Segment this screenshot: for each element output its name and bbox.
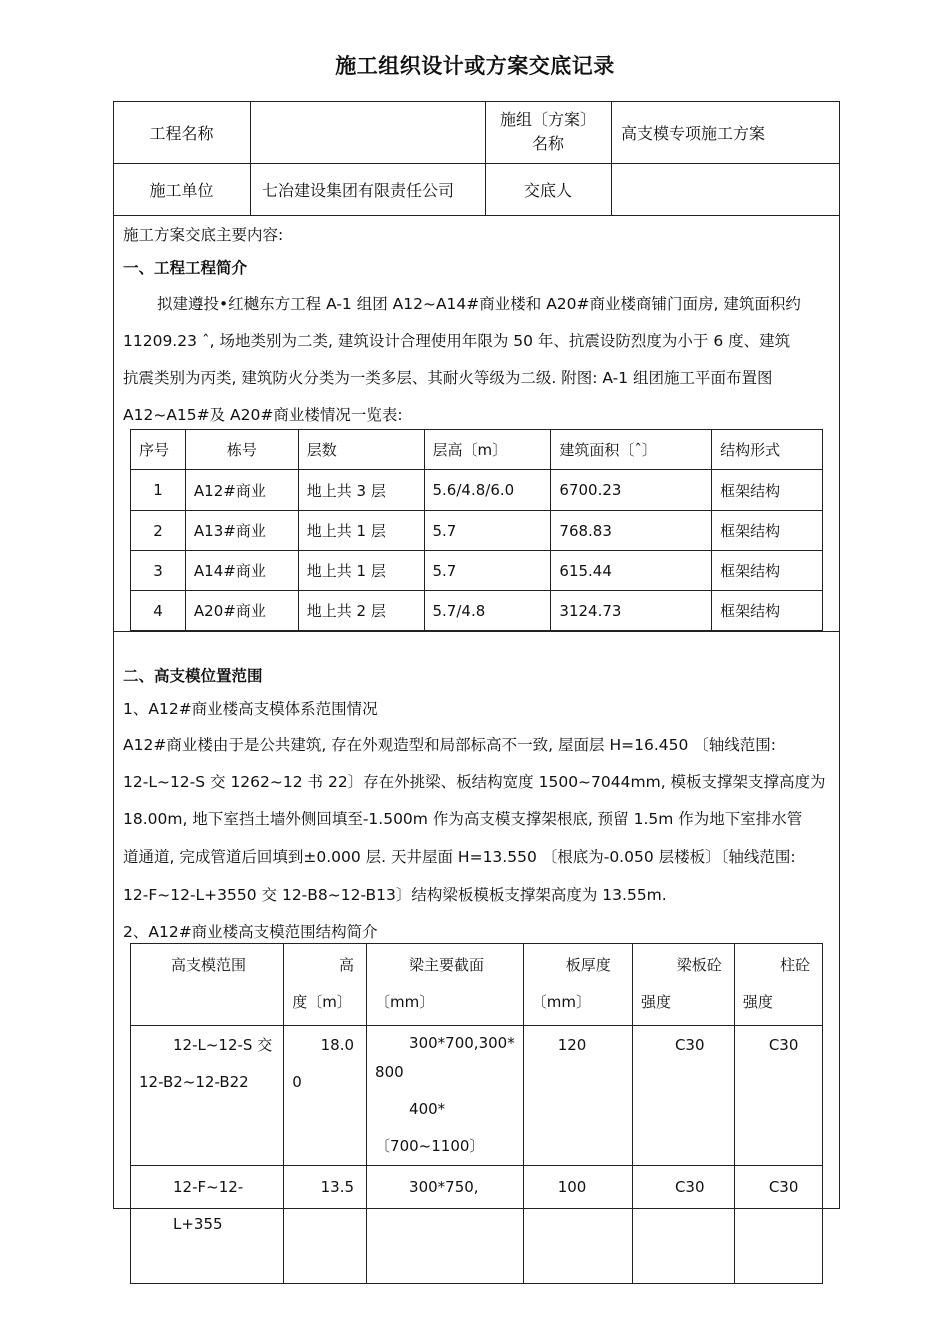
header-text: 柱砼 bbox=[779, 956, 810, 974]
content-intro: 施工方案交底主要内容: bbox=[123, 226, 284, 244]
section1-line-3: 抗震类别为丙类, 建筑防火分类为一类多层、其耐火等级为二级. 附图: A-1 组团施工平面布置图 bbox=[123, 369, 773, 387]
table-row bbox=[131, 1166, 823, 1284]
subsection1-title: 1、A12#商业楼高支模体系范围情况 bbox=[123, 700, 378, 718]
table-header-cell bbox=[523, 944, 632, 1026]
section2-line-2: 12-L~12-S 交 1262~12 书 22〕存在外挑梁、板结构宽度 1500~7044mm, 模板支撑架支撑高度为 bbox=[123, 773, 826, 791]
table-row bbox=[131, 591, 823, 631]
cell-text: 0 bbox=[292, 1073, 302, 1091]
cell-text: 12-L~12-S 交 bbox=[173, 1036, 273, 1054]
table-cell bbox=[367, 1166, 524, 1284]
table-cell: 框架结构 bbox=[712, 511, 823, 551]
cell-text: 800 bbox=[375, 1063, 404, 1081]
plan-name-value: 高支模专项施工方案 bbox=[621, 123, 766, 143]
header-text: 度〔m〕 bbox=[292, 993, 352, 1011]
table-cell: 框架结构 bbox=[712, 551, 823, 591]
table-cell: 100 bbox=[523, 1166, 632, 1284]
contractor-label: 施工单位 bbox=[149, 180, 214, 200]
table-header-cell: 层数 bbox=[298, 430, 424, 470]
table-cell: 5.7 bbox=[424, 511, 551, 551]
plan-name-label-line1: 施组〔方案〕 bbox=[499, 110, 596, 129]
header-text: 〔mm〕 bbox=[375, 993, 435, 1011]
header-text: 强度 bbox=[742, 993, 773, 1011]
cell-text: 400* bbox=[409, 1100, 446, 1118]
table-cell: 6700.23 bbox=[551, 470, 712, 511]
table-cell: A14#商业 bbox=[185, 551, 298, 591]
table-cell: C30 bbox=[632, 1166, 734, 1284]
building-summary-table bbox=[130, 429, 823, 631]
table-cell: C30 bbox=[734, 1026, 822, 1166]
section1-line-1: 拟建遵投•红樾东方工程 A-1 组团 A12~A14#商业楼和 A20#商业楼商铺门面房, 建筑面积约 bbox=[157, 295, 801, 313]
cell-text: 300*700,300* bbox=[409, 1034, 515, 1052]
table-header-cell bbox=[367, 944, 524, 1026]
section2-line-3: 18.00m, 地下室挡土墙外侧回填至-1.500m 作为高支模支撑架根底, 预留 1.5m 作为地下室排水管 bbox=[123, 810, 803, 828]
table-header-cell: 建筑面积〔ˆ〕 bbox=[551, 430, 712, 470]
table-header-cell: 层高〔m〕 bbox=[424, 430, 551, 470]
table-cell: 120 bbox=[523, 1026, 632, 1166]
cell-text: 12-B2~12-B22 bbox=[139, 1073, 249, 1091]
header-text: 梁板砼 bbox=[676, 956, 722, 974]
header-divider-2 bbox=[113, 215, 840, 216]
section2-line-1: A12#商业楼由于是公共建筑, 存在外观造型和局部标高不一致, 屋面层 H=16.450 〔轴线范围: bbox=[123, 736, 776, 754]
table-cell bbox=[131, 1026, 284, 1166]
table-cell bbox=[367, 1026, 524, 1166]
header-text: 高支模范围 bbox=[171, 956, 247, 974]
section2-line-5: 12-F~12-L+3550 交 12-B8~12-B13〕结构梁板模板支撑架高度为 13.55m. bbox=[123, 886, 667, 904]
table-cell: 4 bbox=[131, 591, 186, 631]
table-row bbox=[131, 1026, 823, 1166]
table-header-cell bbox=[131, 944, 284, 1026]
table-header-cell bbox=[632, 944, 734, 1026]
contractor-value: 七冶建设集团有限责任公司 bbox=[262, 180, 455, 200]
cell-text: 13.5 bbox=[320, 1178, 355, 1196]
table-header-cell: 栋号 bbox=[185, 430, 298, 470]
table-row bbox=[131, 470, 823, 511]
table-cell: 615.44 bbox=[551, 551, 712, 591]
table-cell bbox=[131, 1166, 284, 1284]
project-name-label: 工程名称 bbox=[149, 123, 214, 143]
table-cell: 2 bbox=[131, 511, 186, 551]
document-title: 施工组织设计或方案交底记录 bbox=[335, 54, 615, 78]
table-header-cell bbox=[734, 944, 822, 1026]
header-text: 板厚度 bbox=[565, 956, 611, 974]
structure-summary-table bbox=[130, 943, 823, 1284]
plan-name-label-line2: 名称 bbox=[531, 134, 564, 153]
table-cell: 地上共 2 层 bbox=[298, 591, 424, 631]
header-col-divider-1 bbox=[250, 101, 251, 215]
project-name-value bbox=[262, 101, 482, 163]
section2-line-4: 道通道, 完成管道后回填到±0.000 层. 天井屋面 H=13.550 〔根底为-0.050 层楼板〕〔轴线范围: bbox=[123, 848, 796, 866]
header-text: 梁主要截面 bbox=[409, 956, 485, 974]
cell-text: 〔700~1100〕 bbox=[375, 1137, 485, 1155]
presenter-value bbox=[621, 163, 836, 215]
table-cell: C30 bbox=[734, 1166, 822, 1284]
section-divider bbox=[113, 631, 840, 632]
table-cell bbox=[284, 1026, 367, 1166]
structure-table-clip bbox=[130, 943, 830, 1233]
table-cell: A12#商业 bbox=[185, 470, 298, 511]
table-cell: 1 bbox=[131, 470, 186, 511]
table-cell: 768.83 bbox=[551, 511, 712, 551]
cell-text: 18.0 bbox=[320, 1036, 355, 1054]
table-cell bbox=[284, 1166, 367, 1284]
table-row bbox=[131, 551, 823, 591]
cell-text: 300*750, bbox=[409, 1178, 479, 1196]
table-cell: 地上共 1 层 bbox=[298, 511, 424, 551]
table-cell: 地上共 1 层 bbox=[298, 551, 424, 591]
table-cell: 地上共 3 层 bbox=[298, 470, 424, 511]
cell-text: 12-F~12-L+355 bbox=[173, 1178, 244, 1233]
header-text: 高 bbox=[339, 956, 355, 974]
section1-line-4: A12~A15#及 A20#商业楼情况一览表: bbox=[123, 406, 403, 424]
table-cell: A20#商业 bbox=[185, 591, 298, 631]
table-row bbox=[131, 511, 823, 551]
table-cell: 框架结构 bbox=[712, 470, 823, 511]
table-cell: 3124.73 bbox=[551, 591, 712, 631]
table-cell: 框架结构 bbox=[712, 591, 823, 631]
table-header-cell bbox=[284, 944, 367, 1026]
table-header-row bbox=[131, 430, 823, 470]
section2-title: 二、高支模位置范围 bbox=[123, 667, 263, 685]
table-cell: 3 bbox=[131, 551, 186, 591]
table-cell: 5.7/4.8 bbox=[424, 591, 551, 631]
table-cell: A13#商业 bbox=[185, 511, 298, 551]
table-cell: 5.6/4.8/6.0 bbox=[424, 470, 551, 511]
table-header-row bbox=[131, 944, 823, 1026]
table-cell: 5.7 bbox=[424, 551, 551, 591]
table-header-cell: 结构形式 bbox=[712, 430, 823, 470]
header-col-divider-3 bbox=[611, 101, 612, 215]
plan-name-label bbox=[485, 101, 611, 163]
section1-line-2: 11209.23 ˆ, 场地类别为二类, 建筑设计合理使用年限为 50 年、抗震设防烈度为小于 6 度、建筑 bbox=[123, 332, 791, 350]
section1-title: 一、工程工程简介 bbox=[123, 259, 248, 277]
header-text: 〔mm〕 bbox=[531, 993, 591, 1011]
header-text: 强度 bbox=[640, 993, 671, 1011]
table-header-cell: 序号 bbox=[131, 430, 186, 470]
presenter-label: 交底人 bbox=[523, 180, 572, 200]
subsection2-title: 2、A12#商业楼高支模范围结构简介 bbox=[123, 923, 378, 941]
table-cell: C30 bbox=[632, 1026, 734, 1166]
